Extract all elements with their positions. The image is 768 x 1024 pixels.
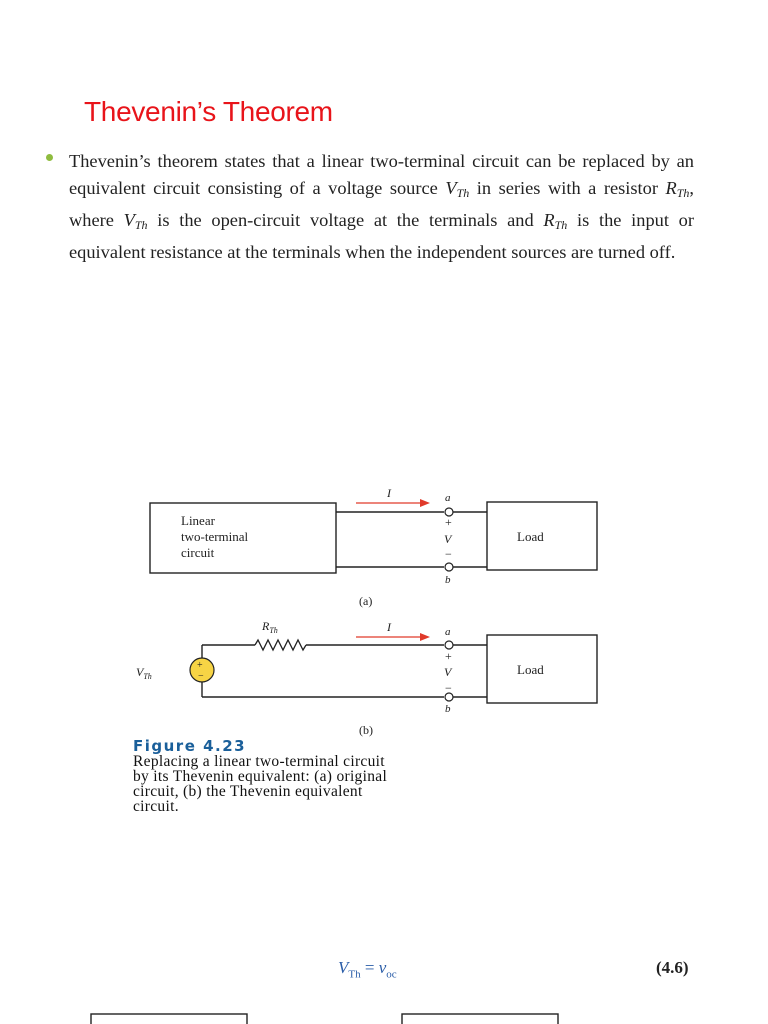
figure-caption [133,738,573,814]
source-minus: − [198,671,204,682]
plus-sign-a: + [445,515,452,529]
voltage-label-a: V [444,532,452,546]
slide-title: Thevenin’s Theorem [84,96,333,127]
resistor-label: $R_{Th}$ [262,619,278,635]
circuit-b [136,619,597,737]
terminal-label-b-b: b [445,703,451,715]
minus-sign-a: − [445,547,452,561]
box-line-2: two-terminal [181,529,249,544]
terminal-label-a: a [445,492,451,504]
current-arrowhead-a [420,499,430,507]
terminal-b-top [445,641,453,649]
load-label-b: Load [517,662,544,677]
math-rth: $R_{Th}$ [665,178,690,200]
bullet-text: Thevenin’s theorem states that a linear two-terminal circuit can be replaced by an equivalent circuit consisting of a voltage source $V_{Th}$ in series with a resistor $R_{Th}$, where $V_{Th}$ is the open-circuit voltage at the terminals and $R_{Th}$ is the input or equivalent resistance at the terminals when the independent sources are turned off. [69,151,695,262]
current-arrowhead-b [420,633,430,641]
box-line-3: circuit [181,545,215,560]
caption-line-4: circuit. [133,798,179,815]
resistor-rth [255,640,306,650]
terminal-a-bottom [445,563,453,571]
load-label-a: Load [517,529,544,544]
partial-box-left [91,1014,247,1024]
sublabel-b: (b) [359,723,373,737]
source-label: $V_{Th}$ [136,665,152,681]
box-line-1: Linear [181,513,215,528]
caption-line-1: Replacing a linear two-terminal circuit [133,753,385,770]
current-label-b: I [387,620,391,634]
equation-4-6: $V_{Th} = v_{oc}$ [338,958,397,981]
terminal-label-a-b: a [445,626,451,638]
sublabel-a: (a) [359,594,373,608]
caption-title: Figure 4.23 [133,737,247,755]
math-rth: $R_{Th}$ [543,210,568,232]
terminal-label-b: b [445,574,451,586]
source-plus: + [197,660,203,671]
current-label-a: I [387,486,391,500]
partial-box-right [402,1014,558,1024]
minus-sign-b: − [445,681,452,695]
caption-line-3: circuit, (b) the Thevenin equivalent [133,783,363,800]
math-vth: $V_{Th}$ [445,178,470,200]
circuit-a [150,486,597,608]
voltage-label-b: V [444,665,452,679]
caption-line-2: by its Thevenin equivalent: (a) original [133,768,388,785]
math-vth: $V_{Th}$ [123,210,148,232]
equation-number: (4.6) [656,958,689,977]
plus-sign-b: + [445,649,452,663]
next-figure-partial [0,1000,768,1024]
